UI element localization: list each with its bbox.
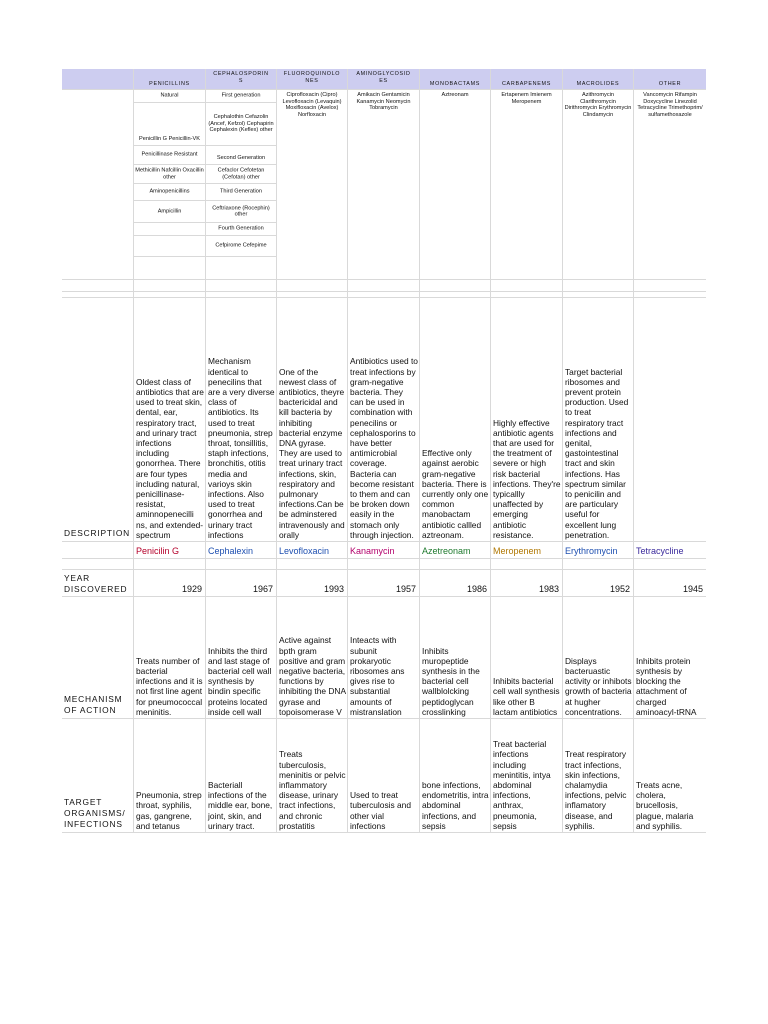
- target-cell[interactable]: [634, 719, 706, 832]
- year-cell[interactable]: [134, 570, 206, 596]
- header-label: MONOBACTAMS: [429, 80, 481, 87]
- carbapenems-drugs-cell[interactable]: [491, 90, 563, 280]
- mechanism-label-cell[interactable]: [62, 597, 134, 718]
- empty-cell[interactable]: [348, 280, 420, 291]
- empty-cell[interactable]: [134, 292, 206, 297]
- empty-cell[interactable]: [277, 559, 348, 569]
- description-row: [62, 298, 706, 542]
- penicillins-amino-drugs-cell[interactable]: [134, 201, 206, 223]
- macrolides-drugs-cell[interactable]: [563, 90, 634, 280]
- header-label-line: CEPHALOSPORIN: [213, 71, 269, 77]
- other-drugs-cell[interactable]: [634, 90, 706, 280]
- example-drug-cell[interactable]: [491, 542, 563, 558]
- example-drug: Erythromycin: [565, 546, 618, 556]
- drug-list: Amikacin Gentamicin Kanamycin Neomycin Tobramycin: [356, 92, 411, 112]
- empty-cell[interactable]: [491, 292, 563, 297]
- example-drug-row: [62, 542, 706, 559]
- penicillins-natural-drugs-cell[interactable]: [134, 103, 206, 146]
- year-value: 1986: [466, 584, 487, 594]
- row-label: DESCRIPTION: [64, 528, 131, 538]
- target-text: Treat bacterial infections including menintitis, intya abdominal infections, anthrax, pneumonia, sepsis: [493, 739, 551, 831]
- header-penicillins[interactable]: [134, 69, 206, 89]
- drug-list: Ciprofloxacin (Cipro) Levofloxacin (Levaquin) Moxifloxacin (Avelox) Norfloxacin: [282, 92, 342, 118]
- mechanism-row: [62, 597, 706, 719]
- description-cell[interactable]: [134, 298, 206, 541]
- row-label: MECHANISM OF ACTION: [64, 694, 123, 715]
- example-drug: Penicilin G: [136, 546, 180, 556]
- ceph-g1-cell[interactable]: [206, 90, 277, 103]
- header-macrolides[interactable]: [563, 69, 634, 89]
- drug-list: Methicillin Nafcillin Oxacillin other: [135, 167, 204, 180]
- drug-list: Ceftriaxone (Rocephin) other: [212, 204, 270, 218]
- description-cell[interactable]: [206, 298, 277, 541]
- example-drug: Levofloxacin: [279, 546, 330, 556]
- aminoglycosides-drugs-cell[interactable]: [348, 90, 420, 280]
- mechanism-cell[interactable]: [634, 597, 706, 718]
- penicillins-natural-cell[interactable]: [134, 90, 206, 103]
- example-drug: Kanamycin: [350, 546, 395, 556]
- example-drug-cell[interactable]: [277, 542, 348, 558]
- description-label-cell[interactable]: [62, 298, 134, 541]
- mechanism-cell[interactable]: [134, 597, 206, 718]
- year-cell[interactable]: [491, 570, 563, 596]
- drug-list: Vancomycin Rifampin Doxycycline Linezolid Tetracycline Trimethoprim/ sulfamethoxazole: [637, 92, 703, 118]
- header-label-line: FLUOROQUINOLO: [283, 71, 341, 77]
- subclass-label: Aminopenicillins: [149, 188, 190, 195]
- mechanism-text: Inhibits muropeptide synthesis in the bacterial cell wallblolcking peptidoglycan crosslinking: [422, 645, 480, 717]
- example-drug-cell[interactable]: [348, 542, 420, 558]
- spacer-row: [62, 280, 706, 292]
- header-monobactams[interactable]: [420, 69, 491, 89]
- empty-cell[interactable]: [420, 292, 491, 297]
- ceph-g4-drugs-cell[interactable]: [206, 236, 277, 257]
- ceph-g2-drugs-cell[interactable]: [206, 165, 277, 184]
- empty-cell[interactable]: [491, 559, 563, 569]
- year-value: 1993: [323, 584, 344, 594]
- row-label: TARGET ORGANISMS/ INFECTIONS: [64, 797, 126, 829]
- empty-cell[interactable]: [563, 280, 634, 291]
- header-label-line: NES: [305, 77, 319, 84]
- empty-cell[interactable]: [134, 559, 206, 569]
- year-cell[interactable]: [634, 570, 706, 596]
- example-drug-cell[interactable]: [563, 542, 634, 558]
- example-drug: Tetracycline: [636, 546, 684, 556]
- example-drug: Meropenem: [493, 546, 542, 556]
- target-cell[interactable]: [277, 719, 348, 832]
- header-carbapenems[interactable]: [491, 69, 563, 89]
- header-fluoroquinolones[interactable]: [277, 69, 348, 89]
- mechanism-text: Inhibits protein synthesis by blocking the attachment of charged aminoacyl-tRNA: [636, 655, 697, 717]
- target-text: Treat respiratory tract infections, skin infections, chalamydia infections, pelvic inflamatory disease, and syphilis.: [565, 749, 627, 831]
- year-value: 1952: [609, 584, 630, 594]
- drug-list: Ertapenem Imienem Meropenem: [501, 92, 552, 105]
- drug-list: Cephalothin Cefazolin (Ancef, Kefzol) Cephapirin Cephalexin (Keflex) other: [208, 114, 274, 134]
- mechanism-cell[interactable]: [206, 597, 277, 718]
- target-cell[interactable]: [420, 719, 491, 832]
- header-label: MACROLIDES: [576, 80, 620, 87]
- empty-cell[interactable]: [134, 236, 206, 257]
- penicillins-resistant-drugs-cell[interactable]: [134, 165, 206, 184]
- drug-list: Ampicillin: [157, 208, 182, 215]
- monobactams-drugs-cell[interactable]: [420, 90, 491, 280]
- mechanism-text: Inhibits the third and last stage of bacterial cell wall synthesis by bindin specific proteins located inside cell wall: [208, 645, 272, 717]
- header-label: CARBAPENEMS: [501, 80, 552, 87]
- target-text: Treats acne, cholera, brucellosis, plague, malaria and syphilis.: [636, 779, 694, 831]
- mechanism-text: Inteacts with subunit prokaryotic ribosomes ans gives rise to substantial amounts of mistranslation: [350, 635, 405, 717]
- empty-cell[interactable]: [634, 280, 706, 291]
- mechanism-text: Inhibits bacterial cell wall synthesis like other B lactam antibiotics: [493, 676, 560, 717]
- drug-list: Azithromycin Clarithromycin Dirithromycin Erythromycin Clindamycin: [564, 92, 632, 118]
- header-label-line: S: [238, 77, 244, 84]
- header-label-line: AMINOGLYCOSID: [356, 71, 411, 77]
- classification-empty-cell[interactable]: [62, 90, 134, 280]
- empty-cell[interactable]: [206, 280, 277, 291]
- header-cell-empty[interactable]: [62, 69, 134, 89]
- description-text: Target bacterial ribosomes and prevent protein production. Used to treat respiratory tract infections and genital, gastointestinal tract and skin infections. Has spectrum similar to penicilin and are particulary useful for excellent lung penetration.: [565, 366, 629, 540]
- subclass-label: Fourth Generation: [218, 225, 264, 232]
- mechanism-cell[interactable]: [420, 597, 491, 718]
- description-cell[interactable]: [348, 298, 420, 541]
- year-cell[interactable]: [348, 570, 420, 596]
- year-value: 1967: [252, 584, 273, 594]
- description-text: Highly effective antibiotic agents that are used for the treatment of severe or high risk bacterial infections. They're typicallly unaffected by emerging antibiotic resistance.: [493, 417, 561, 540]
- header-label: [277, 71, 347, 84]
- empty-cell[interactable]: [634, 292, 706, 297]
- ceph-g2-cell[interactable]: [206, 146, 277, 165]
- target-text: Used to treat tuberculosis and other vial infections: [350, 790, 411, 831]
- example-drug-cell[interactable]: [420, 542, 491, 558]
- description-text: Mechanism identical to penecilins that are a very diverse class of antibiotics. Its used to treat pneumonia, strep throat, tonsillitis, staph infections, bronchitis, otitis media and varioys skin infections. Also used to treat gonorrhea and urinary tract infections: [208, 356, 275, 540]
- year-cell[interactable]: [420, 570, 491, 596]
- mechanism-cell[interactable]: [563, 597, 634, 718]
- mechanism-text: Displays bacteruastic activity or inhibots growth of bacteria at hugher concentrations.: [565, 655, 632, 717]
- target-label-cell[interactable]: [62, 719, 134, 832]
- ceph-g1-drugs-cell[interactable]: [206, 103, 277, 146]
- target-cell[interactable]: [491, 719, 563, 832]
- empty-cell[interactable]: [134, 280, 206, 291]
- year-value: 1929: [181, 584, 202, 594]
- empty-cell[interactable]: [348, 559, 420, 569]
- example-drug: Cephalexin: [208, 546, 254, 556]
- example-drug-cell[interactable]: [634, 542, 706, 558]
- empty-cell[interactable]: [134, 223, 206, 236]
- year-cell[interactable]: [563, 570, 634, 596]
- year-value: 1945: [682, 584, 703, 594]
- subclass-label: Second Generation: [216, 155, 266, 162]
- description-text: Effective only against aerobic gram-negative bacteria. There is currently only one common manobactam antibiotic callled aztreonam.: [422, 448, 489, 540]
- target-cell[interactable]: [206, 719, 277, 832]
- description-text: Antibiotics used to treat infections by gram-negative bacteria. They can be used in combination with penecilins or cephalosporins to have better antimicrobial coverage. Bacteria can become resistant to them and can be broken down easily in the stomach only through injection.: [350, 356, 418, 540]
- year-cell[interactable]: [206, 570, 277, 596]
- header-row: [62, 69, 706, 90]
- year-label-cell[interactable]: [62, 570, 134, 596]
- subclass-label: Penicillinase Resistant: [141, 151, 198, 158]
- target-text: Bacteriall infections of the middle ear, bone, joint, skin, and urinary tract.: [208, 779, 273, 831]
- target-text: bone infections, endometritis, intra abdominal infections, and sepsis: [422, 779, 489, 831]
- empty-cell[interactable]: [62, 542, 134, 558]
- header-aminoglycosides[interactable]: [348, 69, 420, 89]
- ceph-g3-drugs-cell[interactable]: [206, 201, 277, 223]
- empty-cell[interactable]: [277, 280, 348, 291]
- description-cell[interactable]: [634, 298, 706, 541]
- empty-cell[interactable]: [491, 280, 563, 291]
- year-value: 1957: [395, 584, 416, 594]
- spacer-row: [62, 559, 706, 570]
- description-text: One of the newest class of antibiotics, theyre bactericidal and kill bacteria by inhibiting bacterial enzyme DNA gyrase. They are used to treat urinary tract infections, skin, respiratory and pulmonary infections.Can be be adminstered intravenously and orally: [279, 366, 345, 540]
- penicillins-resistant-cell[interactable]: [134, 146, 206, 165]
- header-label: PENICILLINS: [149, 80, 190, 87]
- target-row: [62, 719, 706, 833]
- empty-cell[interactable]: [206, 257, 277, 280]
- target-cell[interactable]: [134, 719, 206, 832]
- example-drug-cell[interactable]: [206, 542, 277, 558]
- description-cell[interactable]: [563, 298, 634, 541]
- header-label: [348, 71, 419, 84]
- mechanism-cell[interactable]: [348, 597, 420, 718]
- subclass-label: First generation: [221, 92, 261, 99]
- drug-list: Aztreonam: [441, 92, 469, 98]
- penicillins-amino-cell[interactable]: [134, 184, 206, 201]
- target-cell[interactable]: [563, 719, 634, 832]
- empty-cell[interactable]: [277, 292, 348, 297]
- empty-cell[interactable]: [563, 292, 634, 297]
- header-label: OTHER: [658, 80, 682, 87]
- empty-cell[interactable]: [62, 559, 134, 569]
- example-drug: Azetreonam: [422, 546, 471, 556]
- year-row: [62, 570, 706, 597]
- description-cell[interactable]: [420, 298, 491, 541]
- mechanism-text: Active against bpth gram positive and gram negative bacteria, functions by inhibiting the DNA gyrase and topoisomerase V: [279, 635, 346, 717]
- fluoroquinolones-drugs-cell[interactable]: [277, 90, 348, 280]
- mechanism-cell[interactable]: [277, 597, 348, 718]
- target-text: Treats tuberculosis, meninitis or pelvic inflammatory disease, urinary tract infections, and chronic prostatitis: [279, 749, 346, 831]
- target-text: Pneumonia, strep throat, syphilis, gas, gangrene, and tetanus: [136, 790, 202, 831]
- subclass-label: Natural: [160, 92, 179, 99]
- antibiotics-table: [62, 69, 706, 833]
- empty-cell[interactable]: [62, 292, 134, 297]
- header-other[interactable]: [634, 69, 706, 89]
- empty-cell[interactable]: [634, 559, 706, 569]
- drug-list: Penicillin G Penicillin-VK: [139, 136, 200, 143]
- classification-block: [62, 90, 706, 280]
- example-drug-cell[interactable]: [134, 542, 206, 558]
- year-cell[interactable]: [277, 570, 348, 596]
- description-text: Oldest class of antibiotics that are used to treat skin, dental, ear, respiratory tract, and urinary tract infections including gonorrhea. There are four types including natural, penicillinase-resistat, aminnopenecilli ns, and extended-spectrum: [136, 376, 204, 540]
- drug-list: Cefpirome Cefepime: [215, 242, 267, 249]
- mechanism-cell[interactable]: [491, 597, 563, 718]
- empty-cell[interactable]: [348, 292, 420, 297]
- empty-cell[interactable]: [420, 280, 491, 291]
- empty-cell[interactable]: [62, 280, 134, 291]
- row-label: YEAR DISCOVERED: [64, 573, 128, 594]
- empty-cell[interactable]: [206, 292, 277, 297]
- header-label-line: ES: [379, 77, 388, 84]
- ceph-g4-cell[interactable]: [206, 223, 277, 236]
- empty-cell[interactable]: [420, 559, 491, 569]
- header-cephalosporins[interactable]: [206, 69, 277, 89]
- penicillins-classes: [134, 90, 206, 280]
- empty-cell[interactable]: [134, 257, 206, 280]
- description-cell[interactable]: [277, 298, 348, 541]
- ceph-g3-cell[interactable]: [206, 184, 277, 201]
- empty-cell[interactable]: [563, 559, 634, 569]
- cephalosporins-classes: [206, 90, 277, 280]
- description-cell[interactable]: [491, 298, 563, 541]
- header-label: [206, 71, 276, 84]
- target-cell[interactable]: [348, 719, 420, 832]
- year-value: 1983: [538, 584, 559, 594]
- mechanism-text: Treats number of bacterial infections and it is not first line agent for pneumococcal meninitis.: [136, 655, 203, 717]
- subclass-label: Third Generation: [220, 188, 262, 195]
- drug-list: Cefaclor Cefotetan (Cefotan) other: [217, 167, 265, 180]
- empty-cell[interactable]: [206, 559, 277, 569]
